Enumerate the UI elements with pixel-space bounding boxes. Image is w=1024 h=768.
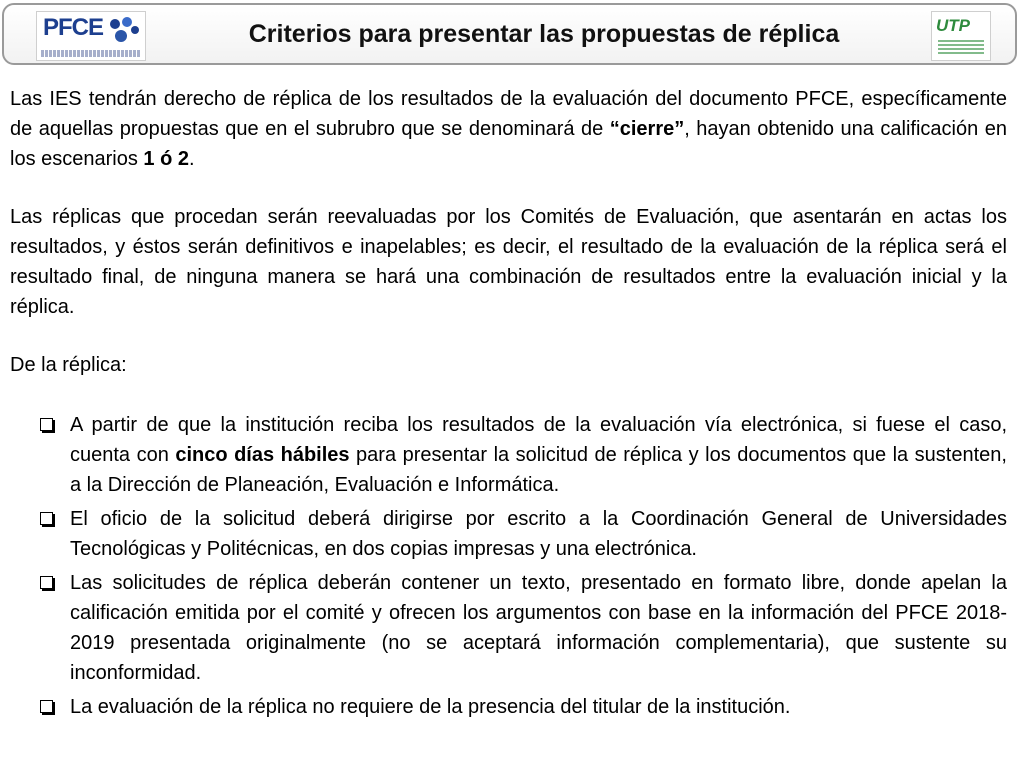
list-item [10,410,1007,500]
list-item [10,568,1007,688]
text-span: La evaluación de la réplica no requiere de la presencia del titular de la institución. [70,696,791,718]
bold-escenarios: 1 ó 2 [143,148,189,170]
text-span: El oficio de la solicitud deberá dirigirse por escrito a la Coordinación General de Universidades Tecnológicas y Politécnicas, en dos copias impresas y una electrónica. [70,508,1007,560]
text-span: para presentar la solicitud de réplica y los documentos que la sustenten, a la Dirección de Planeación, Evaluación e Informática. [70,444,1007,496]
paragraph-2: Las réplicas que procedan serán reevaluadas por los Comités de Evaluación, que asentarán en actas los resultados, y éstos serán definitivos e inapelables; es decir, el resultado de la evaluación de la réplica será el resultado final, de ninguna manera se hará una combinación de resultados entre la evaluación inicial y la réplica. [10,206,1007,318]
list-item [10,692,1007,722]
paragraph-1 [10,84,1007,174]
checkbox-bullet-icon [40,700,53,713]
text-span: A partir de que la institución reciba los resultados de la evaluación vía electrónica, si fuese el caso, cuenta con [70,414,1007,466]
slide-header [2,3,1017,65]
utp-logo [931,11,991,61]
list-item [10,504,1007,564]
checkbox-bullet-icon [40,512,53,525]
text-span: Las solicitudes de réplica deberán contener un texto, presentado en formato libre, donde apelan la calificación emitida por el comité y ofrecen los argumentos con base en la información del PFCE 2018-2019 presentada originalmente (no se aceptará información complementaria), que sustente su inconformidad. [70,572,1007,684]
logo-fine-print [938,40,984,54]
bullet-list [10,410,1007,722]
logo-fine-print [41,50,141,57]
text-span: Las IES tendrán derecho de réplica de los resultados de la evaluación del documento PFCE, específicamente de aquellas propuestas que en el subrubro que se denominará de [10,88,1007,140]
pfce-logo-text: PFCE [43,14,104,41]
bold-dias-habiles: cinco días hábiles [175,444,350,466]
checkbox-bullet-icon [40,418,53,431]
slide-title: Criterios para presentar las propuestas de réplica [248,19,840,48]
utp-logo-text: UTP [936,16,970,35]
text-span: . [188,148,195,170]
people-icon [107,16,141,46]
paragraph-3: De la réplica: [10,354,127,376]
bold-cierre: “cierre” [609,118,685,140]
pfce-logo [36,11,146,61]
slide-body [10,84,1007,726]
text-span: , hayan obtenido una calificación en los escenarios [10,118,1007,170]
checkbox-bullet-icon [40,576,53,589]
